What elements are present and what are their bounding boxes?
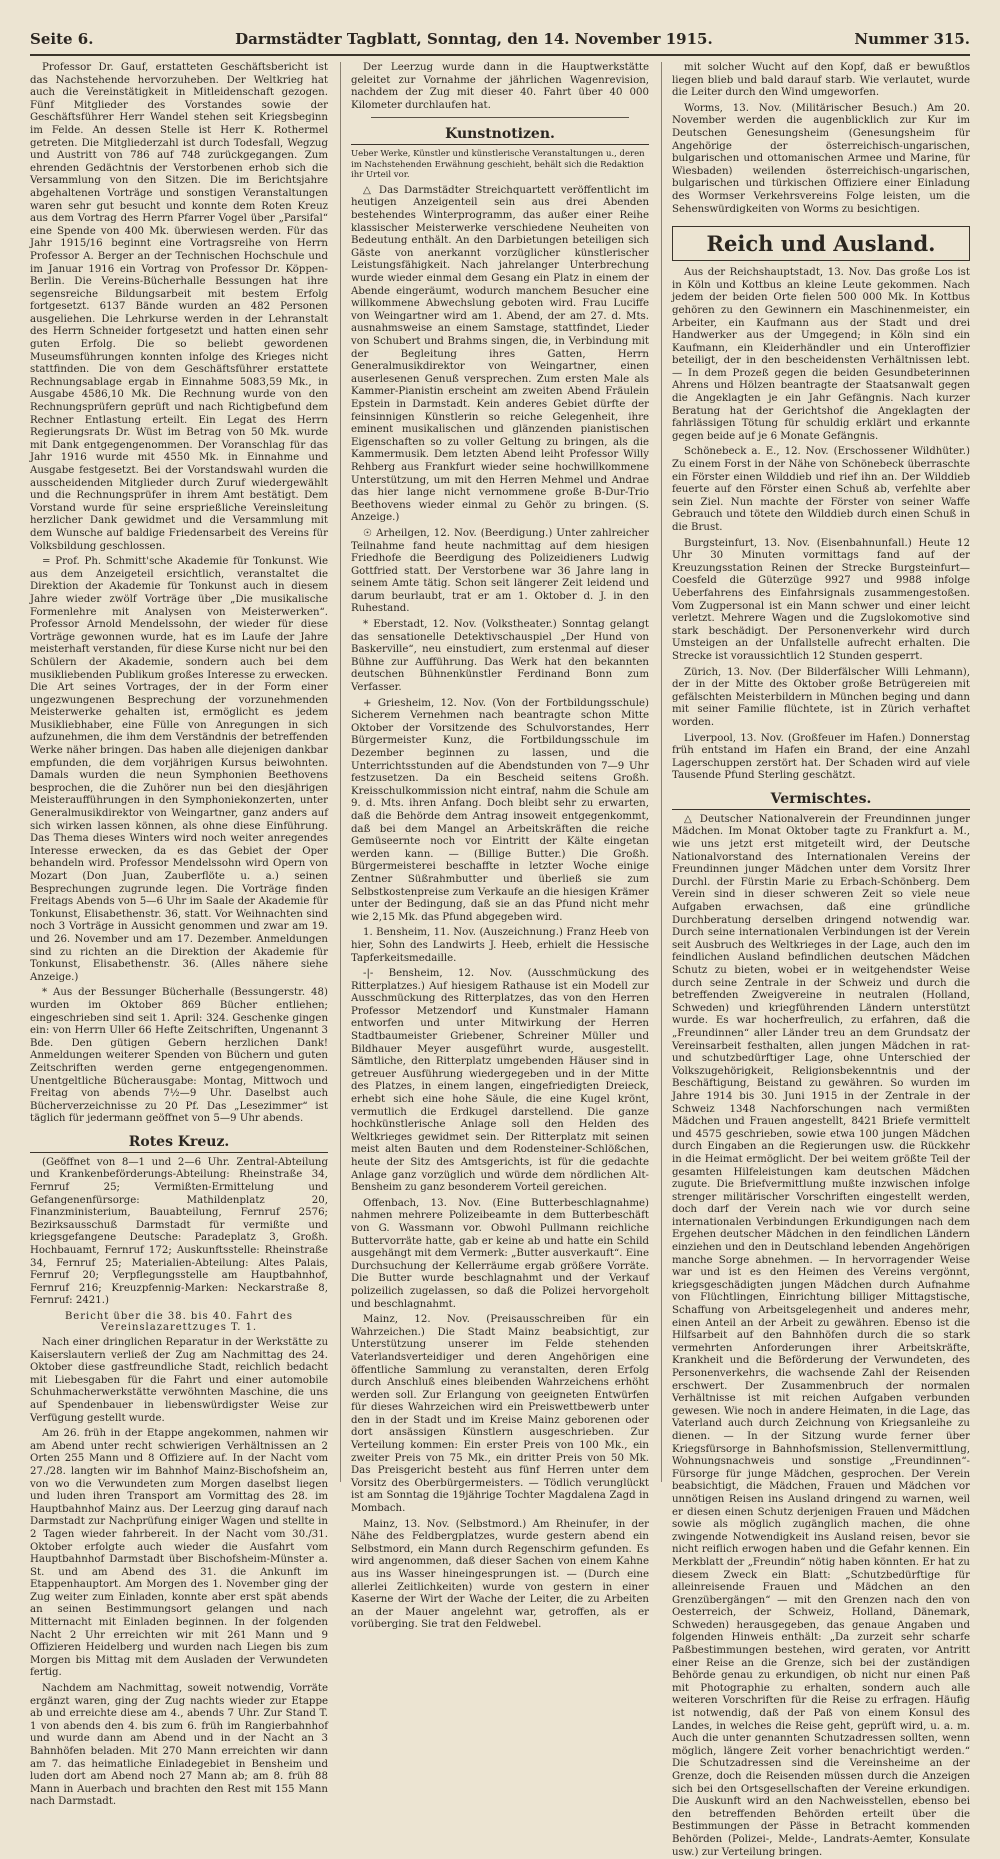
article-text: -|- Bensheim, 12. Nov. (Ausschmückung des Ritterplatzes.) Auf hiesigem Rathause ist ein Modell zur Ausschmückung des Ritterplatzes, das von den Herren Professor Metzendorf und Kunstmaler Hamann entworfen und unter Mitwirkung der Herren Stadtbaumeister Griebener, Schreiner Müller und Bildhauer Meyer ausgeführt wurde, ausgestellt. Sämtliche, den Ritterplatz umgebenden Häuser sind in getreuer Ausführung wiedergegeben und in der Mitte des Platzes, in einem langen, eingefriedigten Dreieck, erhebt sich eine hohe Säule, die eine Kugel krönt, vermutlich die Erdkugel darstellend. Die ganze hochkünstlerische Anlage soll den Helden des Weltkrieges gewidmet sein. Der Ritterplatz mit seinen meist alten Bauten und dem Rodensteiner-Schlößchen, heute der Sitz des Amtsgerichts, ist für die gedachte Anlage ganz vorzüglich und würde dem nördlichen Alt-Bensheim zu ganz besonderem Vorteil gereichen. <box>351 968 649 1194</box>
page-number: Seite 6. <box>30 30 94 48</box>
article-text: 1. Bensheim, 11. Nov. (Auszeichnung.) Franz Heeb von hier, Sohn des Landwirts J. Heeb, erhielt die Hessische Tapferkeitsmedaille. <box>351 927 649 964</box>
report-subheading: Bericht über die 38. bis 40. Fahrt des Vereinslazarettzuges T. 1. <box>64 1311 294 1333</box>
article-text: Der Leerzug wurde dann in die Hauptwerkstätte geleitet zur Vornahme der jährlichen Wagenrevision, nachdem der Zug mit dieser 40. Fahrt über 40 000 Kilometer durchlaufen hat. <box>351 62 649 111</box>
section-heading-rotes-kreuz: Rotes Kreuz. <box>30 1134 328 1153</box>
article-text: Nach einer dringlichen Reparatur in der Werkstätte zu Kaiserslautern verließ der Zug am Nachmittag des 24. Oktober diese gastfreundliche Stadt, reichlich bedacht mit Liebesgaben für die Fahrt und einer automobile Schuhmacherwerkstätte verwöhnten Maschine, die uns auf Spendenbauer in liebenswürdigster Weise zur Verfügung gestellt wurde. <box>30 1337 328 1424</box>
article-text: △ Das Darmstädter Streichquartett veröffentlicht im heutigen Anzeigenteil sein aus drei Abenden bestehendes Winterprogramm, das außer einer Reihe klassischer Meisterwerke verschiedene Neuheiten von Bedeutung enthält. An den Darbietungen beteiligen sich Gäste von anerkannt vorzüglicher künstlerischer Leistungsfähigkeit. Nach jahrelanger Unterbrechung wurde wieder einmal dem Gesang ein Platz in einem der Abende eingeräumt, wodurch manchem Besucher eine willkommene Abwechslung geboten wird. Frau Luciffe von Weingartner wird am 1. Abend, der am 27. d. Mts. ausnahmsweise an einem Samstage, stattfindet, Lieder von Schubert und Brahms singen, die, in Verbindung mit der Begleitung ihres Gatten, Herrn Generalmusikdirektor von Weingartner, einen auserlesenen Genuß versprechen. Zum ersten Male als Kammer-Pianistin erscheint am zweiten Abend Fräulein Epstein in Darmstadt. Kein anderes Gebiet dürfte der feinsinnigen Künstlerin so reiche Gelegenheit, ihre eminent musikalischen und glänzenden pianistischen Eigenschaften so zu voller Geltung zu bringen, als die Kammermusik. Dem letzten Abend leiht Professor Willy Rehberg aus Frankfurt wieder seine hochwillkommene Unterstützung, um mit den Herren Mehmel und Andrae das hier lange nicht vernommene große B-Dur-Trio Beethovens wieder einmal zu Gehör zu bringen. (S. Anzeige.) <box>351 184 649 524</box>
newspaper-title: Darmstädter Tagblatt, Sonntag, den 14. November 1915. <box>235 30 713 48</box>
article-text: Aus der Reichshauptstadt, 13. Nov. Das große Los ist in Köln und Kottbus an kleine Leute gekommen. Nach jedem der beiden Orte fielen 500 000 Mk. In Kottbus gehören zu den Gewinnern ein Maschinenmeister, ein Arbeiter, ein Kaufmann aus der Stadt und drei Handwerker aus der Umgegend; in Köln sind ein Kaufmann, ein Kleiderhändler und ein Unteroffizier beteiligt, der in den bescheidensten Verhältnissen lebt. — In dem Prozeß gegen die beiden Gesundbeterinnen Ahrens und Hölzen beantragte der Staatsanwalt gegen die Angeklagten je ein Jahr Gefängnis. Nach kurzer Beratung hat der Gerichtshof die Angeklagten der fahrlässigen Tötung für schuldig erklärt und erkannte gegen beide auf je 6 Monate Gefängnis. <box>672 267 970 442</box>
article-text: Mainz, 12. Nov. (Preisausschreiben für ein Wahrzeichen.) Die Stadt Mainz beabsichtigt, zur Unterstützung unserer im Felde stehenden Vaterlandsverteidiger und deren Angehörigen eine öffentliche Sammlung zu veranstalten, deren Erfolg durch Anschluß eines bleibenden Wahrzeichens erhöht werden soll. Zur Erlangung von geeigneten Entwürfen für dieses Wahrzeichen wird ein Preiswettbewerb unter den in der Stadt und im Kreise Mainz geborenen oder dort ansässigen Künstlern ausgeschrieben. Zur Verteilung kommen: Ein erster Preis von 100 Mk., ein zweiter Preis von 75 Mk., ein dritter Preis von 50 Mk. Das Preisgericht besteht aus fünf Herren unter dem Vorsitz des Oberbürgermeisters. — Tödlich verunglückt ist am Sonntag die 19jährige Tochter Magdalena Zagd in Mombach. <box>351 1314 649 1515</box>
article-text: Burgsteinfurt, 13. Nov. (Eisenbahnunfall.) Heute 12 Uhr 30 Minuten vormittags fand auf der Kreuzungsstation Reinen der Strecke Burgsteinfurt—Coesfeld die Güterzüge 9927 und 9988 infolge Ueberfahrens des Einfahrsignals zusammengestoßen. Vom Zugpersonal ist ein Mann schwer und einer leicht verletzt. Mehrere Wagen und die Zugslokomotive sind stark beschädigt. Der Personenverkehr wird durch Umsteigen an der Unfallstelle aufrecht erhalten. Die Strecke ist voraussichtlich 12 Stunden gesperrt. <box>672 537 970 662</box>
article-text: Liverpool, 13. Nov. (Großfeuer im Hafen.) Donnerstag früh entstand im Hafen ein Brand, der eine Anzahl Lagerschuppen zerstört hat. Der Schaden wird auf viele Tausende Pfund Sterling geschätzt. <box>672 732 970 782</box>
article-text: (Geöffnet von 8—1 und 2—6 Uhr. Zentral-Abteilung und Krankenbeförderungs-Abteilung: Rheinstraße 34, Fernruf 25; Vermißten-Ermittelung und Gefangenenfürsorge: Mathildenplatz 20, Finanzministerium, Bauabteilung, Fernruf 2576; Bezirksausschuß Darmstadt für vermißte und kriegsgefangene Deutsche: Paradeplatz 3, Großh. Hochbauamt, Fernruf 172; Auskunftsstelle: Rheinstraße 34, Fernruf 25; Materialien-Abteilung: Altes Palais, Fernruf 20; Verpflegungsstelle am Hauptbahnhof, Fernruf 216; Kreuzpfennig-Marken: Neckarstraße 8, Fernruf: 2421.) <box>30 1156 328 1307</box>
columns <box>30 62 970 1858</box>
issue-number: Nummer 315. <box>854 30 970 48</box>
article-text: ☉ Arheilgen, 12. Nov. (Beerdigung.) Unter zahlreicher Teilnahme fand heute nachmittag auf dem hiesigen Friedhofe die Beerdigung des Polizeidieners Ludwig Gottfried statt. Der Verstorbene war 36 Jahre lang in seinem Amte tätig. Schon seit längerer Zeit leidend und darum beurlaubt, trat er am 1. Oktober d. J. in den Ruhestand. <box>351 527 649 615</box>
article-text: + Griesheim, 12. Nov. (Von der Fortbildungsschule) Sicherem Vernehmen nach beantragte schon Mitte Oktober der Vorsitzende des Schulvorstandes, Herr Bürgermeister Kunz, die Fortbildungsschule im Dezember beginnen zu lassen, und die Unterrichtsstunden auf die Abendstunden von 7—9 Uhr festzusetzen. Da ein Bescheid seitens Großh. Kreisschulkommission nicht eintraf, nahm die Schule am 9. d. Mts. ihren Anfang. Doch bleibt sehr zu erwarten, daß die Behörde dem Antrag insoweit entgegenkommt, daß bei dem Mangel an Arbeitskräften die reiche Gemüseernte noch vor Eintritt der Kälte eingetan werden kann. — (Billige Butter.) Die Großh. Bürgermeisterei beschaffte in letzter Woche einige Zentner Süßrahmbutter und überließ sie zum Selbstkostenpreise zum Verkaufe an die hiesigen Krämer unter der Bedingung, daß sie an das Pfund nicht mehr wie 2,15 Mk. das Pfund abgegeben wird. <box>351 697 649 923</box>
article-text: Nachdem am Nachmittag, soweit notwendig, Vorräte ergänzt waren, ging der Zug nachts wieder zur Etappe ab und erreichte diese am 4., abends 7 Uhr. Zur Stand T. 1 von abends den 4. bis zum 6. früh im Rangierbahnhof und wurde dann am Abend und in der Nacht an 3 Bahnhöfen beladen. Mit 270 Mann erreichten wir dann am 7. das heimatliche Einladegebiet in Bensheim und luden dort am Abend noch 27 Mann ab; am 8. früh 88 Mann in Auerbach und brachten den Rest mit 155 Mann nach Darmstadt. <box>30 1683 328 1808</box>
article-text: Worms, 13. Nov. (Militärischer Besuch.) Am 20. November werden die augenblicklich zur Kur im Deutschen Genesungsheim (Genesungsheim für Angehörige der österreichisch-ungarischen, bulgarischen und ottomanischen Armee und Marine, für Wiesbaden) weilenden österreichisch-ungarischen, bulgarischen und türkischen Offiziere einer Einladung des Wormser Verkehrsvereins Folge leisten, um die Sehenswürdigkeiten von Worms zu besichtigen. <box>672 102 970 215</box>
column-1 <box>30 62 328 1808</box>
section-heading-reich-und-ausland: Reich und Ausland. <box>672 226 970 261</box>
article-text: Professor Dr. Gauf, erstatteten Geschäftsbericht ist das Nachstehende hervorzuheben. Der Weltkrieg hat auch die Vereinstätigkeit in Mitleidenschaft gezogen. Fünf Mitglieder des Vorstandes sowie der Geschäftsführer Herr Wandel stehen seit Kriegsbeginn im Felde. An dessen Stelle ist Herr K. Rothermel getreten. Die Mitgliederzahl ist durch Todesfall, Wegzug und Austritt von 786 auf 748 zurückgegangen. Zum ehrenden Gedächtnis der Verstorbenen erhob sich die Versammlung von den Sitzen. Die im Berichtsjahre abgehaltenen Vorträge und sonstigen Veranstaltungen waren sehr gut besucht und konnte dem Roten Kreuz aus dem Vortrag des Herrn Pfarrer Vogel über „Parsifal“ eine Spende von 400 Mk. überwiesen werden. Für das Jahr 1915/16 beginnt eine Vortragsreihe von Herrn Professor A. Berger an der Technischen Hochschule und im Januar 1916 ein Vortrag von Professor Dr. Köppen-Berlin. Die Vereins-Bücherhalle Bessungen hat ihre segensreiche Bildungsarbeit mit bestem Erfolg fortgesetzt. 6137 Bände wurden an 482 Personen ausgeliehen. Die Lehrkurse werden in der Lehranstalt des Herrn Schneider fortgesetzt und hatten einen sehr guten Erfolg. Die so beliebt gewordenen Museumsführungen konnten infolge des Krieges nicht stattfinden. Die von dem Geschäftsführer erstattete Rechnungsablage ergab in Einnahme 5083,59 Mk., in Ausgabe 4586,10 Mk. Die Rechnung wurde von den Rechnungsprüfern geprüft und nach Richtigbefund dem Rechner Entlastung erteilt. Ein Legat des Herrn Regierungsrats Dr. Wüst im Betrag von 50 Mk. wurde mit Dank entgegengenommen. Der Voranschlag für das Jahr 1916 wurde mit 4550 Mk. in Einnahme und Ausgabe festgesetzt. Bei der Vorstandswahl wurden die ausscheidenden Mitglieder durch Zuruf wiedergewählt und die Rechnungsprüfer in ihrem Amt bestätigt. Dem Vorstand wurde für seine ersprießliche Vereinsleitung herzlicher Dank gewidmet und die Versammlung mit dem Wunsche auf baldige Friedensarbeit des Vereins für Volksbildung geschlossen. <box>30 62 328 552</box>
article-text: △ Deutscher Nationalverein der Freundinnen junger Mädchen. Im Monat Oktober tagte zu Frankfurt a. M., wie uns jetzt erst mitgeteilt wird, der Deutsche Nationalvorstand des Internationalen Vereins der Freundinnen junger Mädchen unter dem Vorsitz Ihrer Durchl. der Fürstin Marie zu Erbach-Schönberg. Dem Verein sind in dieser schweren Zeit so viele neue Aufgaben erwachsen, daß eine gründliche Durchberatung derselben dringend notwendig war. Durch seine internationalen Verbindungen ist der Verein seit Ausbruch des Weltkrieges in der Lage, auch den im feindlichen Ausland befindlichen deutschen Mädchen Schutz zu bieten, wobei er in weitgehendster Weise durch seine Zentrale in der Schweiz und durch die betreffenden Zweigvereine in neutralen (Holland, Schweden) und kriegführenden Ländern unterstützt wurde. Es war hocherfreulich, zu erfahren, daß die „Freundinnen“ aller Länder treu an dem Grundsatz der Vereinsarbeit festhalten, allen jungen Mädchen in rat- und schutzbedürftiger Lage, ohne Unterschied der Volkszugehörigkeit, Religionsbekenntnis und der Beschäftigung, Beistand zu gewähren. So wurden im Jahre 1914 bis 30. Juni 1915 in der Zentrale in der Schweiz 1348 Nachforschungen nach vermißten Mädchen und Frauen angestellt, 8421 Briefe vermittelt und 4575 geschrieben, sowie etwa 100 jungen Mädchen durch Eingaben an die Regierungen usw. die Rückkehr in die Heimat ermöglicht. Der bei weitem größte Teil der gesamten Hilfeleistungen kam deutschen Mädchen zugute. Die Briefvermittlung mußte inzwischen infolge strenger militärischer Vorschriften eingestellt werden, doch darf der Verein nach wie vor durch seine internationalen Verbindungen Erkundigungen nach dem Ergehen deutscher Mädchen in den feindlichen Ländern einziehen und den in Deutschland lebenden Angehörigen manche Sorge abnehmen. — In hervorragender Weise war und ist es den Heimen des Vereins vergönnt, kriegsgeschädigten jungen Mädchen durch Aufnahme von Flüchtlingen, Einrichtung billiger Mittagstische, Schaffung von Arbeitsgelegenheit und anderes mehr, einen Anteil an der Arbeit zu gewähren. Ebenso ist die Hilfsarbeit auf den Bahnhöfen durch die so stark vermehrten Anforderungen ihrer Arbeitskräfte, Krankheit und die Beförderung der Verwundeten, des Personenverkehrs, die wachsende Zahl der Reisenden erschwert. Der Zusammenbruch der normalen Verhältnisse ist mit reichen Aufgaben verbunden gewesen. Wie noch in andere Heimaten, in die Lage, das Vaterland auch durch Zeichnung von Kriegsanleihe zu dienen. — In der Sitzung wurde ferner über Kriegsfürsorge in Bahnhofsmission, Stellenvermittlung, Wohnungsnachweis und sonstige „Freundinnen“-Fürsorge für junge Mädchen, gesprochen. Der Verein beabsichtigt, die Mädchen, Frauen und Mädchen vor unnötigen Reisen ins Ausland dringend zu warnen, weil er diesen einen Schutz derjenigen Frauen und Mädchen sowie als möglich zugänglich machen, die ohne zwingende Notwendigkeit ins Ausland reisen, bevor sie nicht reiflich erwogen haben und die Gefahr kennen. Ein Merkblatt der „Freundin“ nötig haben könnten. Er hat zu diesem Zweck ein Blatt: „Schutzbedürftige für alleinreisende Frauen und Mädchen an den Grenzübergängen“ — mit den Grenzen nach den von Oesterreich, der Schweiz, Holland, Dänemark, Schweden) herausgegeben, das genaue Angaben und folgenden Hinweis enthält: „Da zurzeit sehr scharfe Paßbestimmungen bestehen, wird geraten, vor Antritt einer Reise an die Grenze, sich bei der zuständigen Behörde genau zu erkundigen, ob nicht nur einen Paß mit Photographie zu erhalten, sondern auch alle weiteren Vorschriften für die Reise zu erfragen. Häufig ist notwendig, daß der Paß von einem Konsul des Landes, in welches die Reise geht, geprüft wird, u. a. m. Auch die unter genannten Schutzadressen sollten, wenn möglich, längere Zeit vorher benachrichtigt werden.“ Die Schutzadressen sind die Vereinsheime an der Grenze, doch die Reisenden müssen durch die Anzeigen sich bei den Ortsgesellschaften der Vereine erkundigen. Die Auskunft wird an den Nachweisstellen, ebenso bei den betreffenden Behörden erteilt über die Bestimmungen der Pässe in Betracht kommenden Behörden (Polizei-, Melde-, Landrats-Aemter, Konsulate usw.) zur Verteilung bringen. <box>672 813 970 1858</box>
divider <box>371 117 629 118</box>
column-2 <box>340 62 649 1631</box>
article-text: mit solcher Wucht auf den Kopf, daß er bewußtlos liegen blieb und bald darauf starb. Wie verlautet, wurde die Leiter durch den Wind umgeworfen. <box>672 62 970 99</box>
article-text: Offenbach, 13. Nov. (Eine Butterbeschlagnahme) nahmen mehrere Polizeibeamte in dem Butterbeschäft von G. Wassmann vor. Obwohl Pullmann reichliche Buttervorräte hatte, gab er keine ab und hatte ein Schild ausgehängt mit dem Vermerk: „Butter ausverkauft“. Eine Durchsuchung der Kellerräume ergab größere Vorräte. Die Butter wurde beschlagnahmt und der Verkauf polizeilich zugelassen, so daß die Polizei hervorgeholt und beschlagnahmt. <box>351 1197 649 1310</box>
article-text: Am 26. früh in der Etappe angekommen, nahmen wir am Abend unter recht schwierigen Verhältnissen an 2 Orten 255 Mann und 8 Offiziere auf. In der Nacht vom 27./28. langten wir im Bahnhof Mainz-Bischofsheim an, von wo die Verwundeten zum Morgen daselbst liegen und luden ihren Transport am Vormittag des 28. im Hauptbahnhof Mainz aus. Der Leerzug ging darauf nach Darmstadt zur Nachprüfung einiger Wagen und stellte in 2 Tagen wieder fahrbereit. In der Nacht vom 30./31. Oktober erfolgte auch wieder die Ausfahrt vom Hauptbahnhof Darmstadt über Bischofsheim-Münster a. St. und am Abend des 31. die Ankunft im Etappenhauptort. Am Morgen des 1. November ging der Zug weiter zum Einladen, konnte aber erst spät abends an seinen Bestimmungsort gelangen und nach Mitternacht mit Einladen beginnen. In der folgenden Nacht 2 Uhr erreichten wir mit 261 Mann und 9 Offizieren Heidelberg und wurden nach Liegen bis zum Morgen bis Mittag mit dem Ausladen der Verwundeten fertig. <box>30 1428 328 1679</box>
article-text: * Eberstadt, 12. Nov. (Volkstheater.) Sonntag gelangt das sensationelle Detektivschauspiel „Der Hund von Baskerville“, neu einstudiert, zum erstenmal auf dieser Bühne zur Aufführung. Das Werk hat den bekannten deutschen Bühnenkünstler Ferdinand Bonn zum Verfasser. <box>351 619 649 694</box>
editor-note: Ueber Werke, Künstler und künstlerische Veranstaltungen u., deren im Nachstehenden Erwähnung geschieht, behält sich die Redaktion ihr Urteil vor. <box>351 149 645 181</box>
article-text: = Prof. Ph. Schmitt'sche Akademie für Tonkunst. Wie aus dem Anzeigeteil ersichtlich, veranstaltet die Direktion der Akademie für Tonkunst auch in diesem Jahre wieder zwölf Vorträge über „Die musikalische Formenlehre mit Analysen von Meisterwerken“. Professor Arnold Mendelssohn, der wieder für diese Vorträge gewonnen wurde, hat es im Laufe der Jahre meisterhaft verstanden, für diese Kurse nicht nur bei den Schülern der Akademie, sondern auch bei dem musikliebenden Publikum großes Interesse zu erwecken. Die Art seines Vortrages, der in der Form einer ungezwungenen Besprechung der vorzunehmenden Meisterwerke gehalten ist, ermöglicht es jedem Musikliebhaber, eine Fülle von Anregungen in sich aufzunehmen, die ihm dem Verständnis der betreffenden Werke näher bringen. Das haben alle diejenigen dankbar empfunden, die dem vorjährigen Kursus beiwohnten. Damals wurden die neun Symphonien Beethovens besprochen, die die Zuhörer nun bei den diesjährigen Meisteraufführungen in den Symphoniekonzerten, unter Generalmusikdirektor von Weingartner, ganz anders auf sich wirken lassen können, als ohne diese Einführung. Das Thema dieses Winters wird noch weiter anregendes Interesse erwecken, da es das Gebiet der Oper behandeln wird. Professor Mendelssohn wird Opern von Mozart (Don Juan, Zauberflöte u. a.) seinen Besprechungen zugrunde legen. Die Vorträge finden Freitags Abends von 5—6 Uhr im Saale der Akademie für Tonkunst, Elisabethenstr. 36, statt. Vor Weihnachten sind noch 3 Vorträge in Aussicht genommen und zwar am 19. und 26. November und am 17. Dezember. Anmeldungen sind zu richten an die Direktion der Akademie für Tonkunst, Elisabethenstr. 36. (Alles nähere siehe Anzeige.) <box>30 556 328 983</box>
section-heading-vermischtes: Vermischtes. <box>672 791 970 810</box>
article-text: Mainz, 13. Nov. (Selbstmord.) Am Rheinufer, in der Nähe des Feldbergplatzes, wurde gestern abend ein Selbstmord, ein Mann durch Regenschirm gefunden. Es wird angenommen, daß dieser Sachen von einem Kahne aus ins Wasser hineingesprungen ist. — (Durch eine allerlei Zeitlichkeiten) wurde von gestern in einer Kaserne der Wirt der Wache der Leiter, die zu Arbeiten an der Mauer angelehnt war, getroffen, als er vorüberging. Sie trat den Feldwebel. <box>351 1518 649 1631</box>
article-text: Zürich, 13. Nov. (Der Bilderfälscher Willi Lehmann), der in der Mitte des Oktober große Betrügereien mit gefälschten Meisterbildern in München beging und dann mit seiner Familie flüchtete, ist in Zürich verhaftet worden. <box>672 666 970 728</box>
article-text: * Aus der Bessunger Bücherhalle (Bessungerstr. 48) wurden im Oktober 869 Bücher entliehen; eingeschrieben sind seit 1. April: 324. Geschenke gingen ein: von Herrn Uller 66 Hefte Zeitschriften, Ungenannt 3 Bde. Den gütigen Gebern herzlichen Dank! Anmeldungen weiterer Spenden von Büchern und guten Zeitschriften werden gerne entgegengenommen. Unentgeltliche Bücherausgabe: Montag, Mittwoch und Freitag von abends 7½—9 Uhr. Daselbst auch Bücherverzeichnisse zu 20 Pf. Das „Lesezimmer“ ist täglich für jedermann geöffnet von 5—9 Uhr abends. <box>30 987 328 1125</box>
column-3 <box>661 62 970 1858</box>
section-heading-kunstnotizen: Kunstnotizen. <box>351 126 649 145</box>
article-text: Schönebeck a. E., 12. Nov. (Erschossener Wildhüter.) Zu einem Forst in der Nähe von Schönebeck überraschte ein Förster einen Wilddieb und rief ihn an. Der Wilddieb feuerte auf den Förster einen Schuß ab, verfehlte aber sein Ziel. Nun machte der Förster von seiner Waffe Gebrauch und tötete den Wilddieb durch einen Schuß in die Brust. <box>672 446 970 533</box>
masthead <box>30 30 970 56</box>
